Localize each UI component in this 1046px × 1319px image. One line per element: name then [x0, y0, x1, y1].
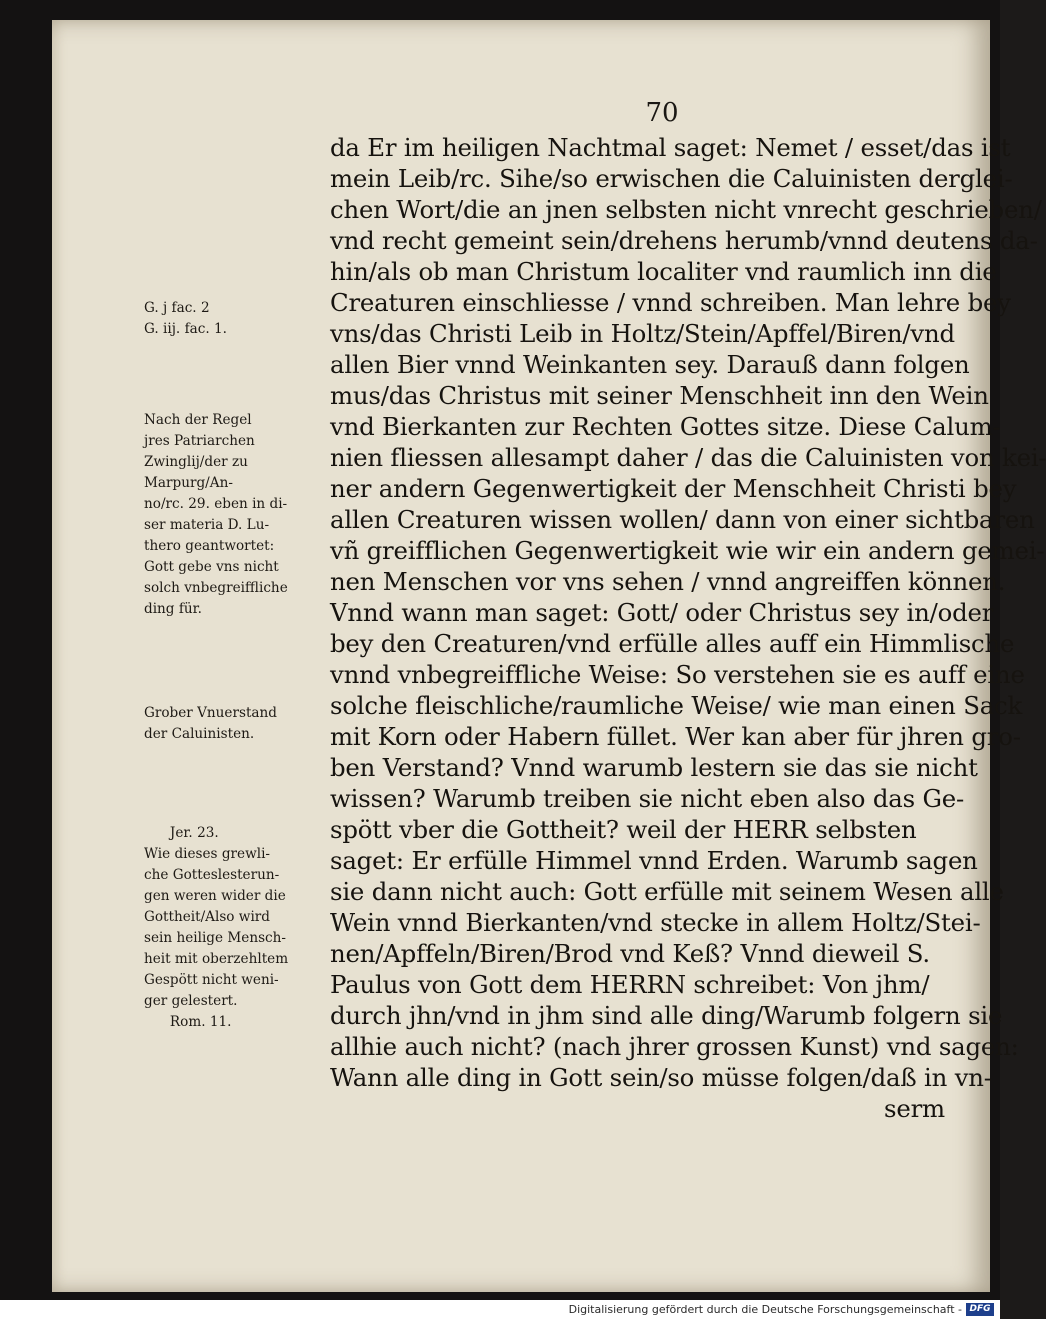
text-line: da Er im heiligen Nachtmal saget: Nemet / esset/das ist: [330, 133, 1011, 162]
margin-note-line: che Gotteslesterun-: [144, 867, 280, 883]
text-line: saget: Er erfülle Himmel vnnd Erden. Warumb sagen: [330, 846, 978, 875]
margin-note-line: Rom. 11.: [144, 1014, 232, 1030]
text-line: vñ greifflichen Gegenwertigkeit wie wir ein andern gemei-: [330, 536, 1045, 565]
text-line: ben Verstand? Vnnd warumb lestern sie das sie nicht: [330, 753, 978, 782]
text-line: Wann alle ding in Gott sein/so müsse folgen/daß in vn-: [330, 1063, 992, 1092]
text-line: Vnnd wann man saget: Gott/ oder Christus sey in/oder: [330, 598, 994, 627]
text-line: bey den Creaturen/vnd erfülle alles auff ein Himmlische: [330, 629, 1015, 658]
margin-note-line: thero geantwortet:: [144, 538, 275, 554]
margin-note-line: G. j fac. 2: [144, 300, 210, 316]
text-line: Creaturen einschliesse / vnnd schreiben. Man lehre bey: [330, 288, 1011, 317]
margin-note-line: Wie dieses grewli-: [144, 846, 271, 862]
page-number: 70: [645, 98, 679, 128]
margin-note-signature: [144, 298, 227, 340]
margin-note-line: ger gelestert.: [144, 993, 238, 1009]
margin-note-line: sein heilige Mensch-: [144, 930, 287, 946]
text-line: nen Menschen vor vns sehen / vnnd angreiffen können.: [330, 567, 1006, 596]
footer-credit: Digitalisierung gefördert durch die Deutsche Forschungsgemeinschaft -: [568, 1303, 962, 1316]
margin-note-line: ser materia D. Lu-: [144, 517, 270, 533]
margin-note-line: Gottheit/Also wird: [144, 909, 270, 925]
text-line: nien fliessen allesampt daher / das die Caluinisten von kei-: [330, 443, 1046, 472]
book-page: [52, 20, 1046, 1292]
text-line: nen/Apffeln/Biren/Brod vnd Keß? Vnnd dieweil S.: [330, 939, 930, 968]
margin-note-line: Jer. 23.: [144, 825, 219, 841]
text-line: mit Korn oder Habern füllet. Wer kan aber für jhren gro-: [330, 722, 1021, 751]
text-line: chen Wort/die an jnen selbsten nicht vnrecht geschrieben/: [330, 195, 1042, 224]
text-line: allhie auch nicht? (nach jhrer grossen Kunst) vnd sagen:: [330, 1032, 1019, 1061]
catchword: serm: [884, 1094, 945, 1123]
text-line: vnd Bierkanten zur Rechten Gottes sitze. Diese Calum-: [330, 412, 1001, 441]
margin-note-line: Zwinglij/der zu: [144, 454, 248, 470]
margin-note-line: no/rc. 29. eben in di-: [144, 496, 288, 512]
margin-note-line: Gespött nicht weni-: [144, 972, 279, 988]
margin-note-line: der Caluinisten.: [144, 726, 255, 742]
text-line: vnnd vnbegreiffliche Weise: So verstehen sie es auff eine: [330, 660, 1025, 689]
margin-note-line: ding für.: [144, 601, 202, 617]
text-line: vns/das Christi Leib in Holtz/Stein/Apffel/Biren/vnd: [330, 319, 955, 348]
dfg-logo-icon: DFG: [966, 1303, 994, 1316]
margin-note-line: Nach der Regel: [144, 412, 252, 428]
margin-note-line: solch vnbegreiffliche: [144, 580, 288, 596]
margin-note-line: Gott gebe vns nicht: [144, 559, 279, 575]
text-line: allen Creaturen wissen wollen/ dann von einer sichtbaren: [330, 505, 1035, 534]
text-line: vnd recht gemeint sein/drehens herumb/vnnd deutens da-: [330, 226, 1038, 255]
text-line: ner andern Gegenwertigkeit der Menschheit Christi bey: [330, 474, 1017, 503]
text-line: sie dann nicht auch: Gott erfülle mit seinem Wesen alle: [330, 877, 1004, 906]
margin-note-regel: [144, 410, 288, 620]
margin-note-line: heit mit oberzehltem: [144, 951, 289, 967]
text-line: Paulus von Gott dem HERRN schreibet: Von jhm/: [330, 970, 930, 999]
digitization-footer: [0, 1300, 1000, 1319]
text-line: durch jhn/vnd in jhm sind alle ding/Warumb folgern sie: [330, 1001, 1003, 1030]
text-line: spött vber die Gottheit? weil der HERR selbsten: [330, 815, 917, 844]
text-line: hin/als ob man Christum localiter vnd raumlich inn die: [330, 257, 997, 286]
margin-note-line: G. iij. fac. 1.: [144, 321, 227, 337]
margin-note-line: Grober Vnuerstand: [144, 705, 277, 721]
text-line: Wein vnnd Bierkanten/vnd stecke in allem Holtz/Stei-: [330, 908, 981, 937]
text-line: allen Bier vnnd Weinkanten sey. Darauß dann folgen: [330, 350, 970, 379]
margin-note-gotteslesterung: [144, 823, 288, 1033]
text-line: solche fleischliche/raumliche Weise/ wie man einen Sack: [330, 691, 1023, 720]
margin-note-line: jres Patriarchen: [144, 433, 255, 449]
text-line: mus/das Christus mit seiner Menschheit inn den Wein: [330, 381, 989, 410]
margin-note-line: gen weren wider die: [144, 888, 286, 904]
main-text-block: [330, 132, 1046, 1124]
text-line: wissen? Warumb treiben sie nicht eben also das Ge-: [330, 784, 965, 813]
text-line: mein Leib/rc. Sihe/so erwischen die Caluinisten derglei-: [330, 164, 1013, 193]
margin-note-line: Marpurg/An-: [144, 475, 233, 491]
margin-note-unverstand: [144, 703, 277, 745]
